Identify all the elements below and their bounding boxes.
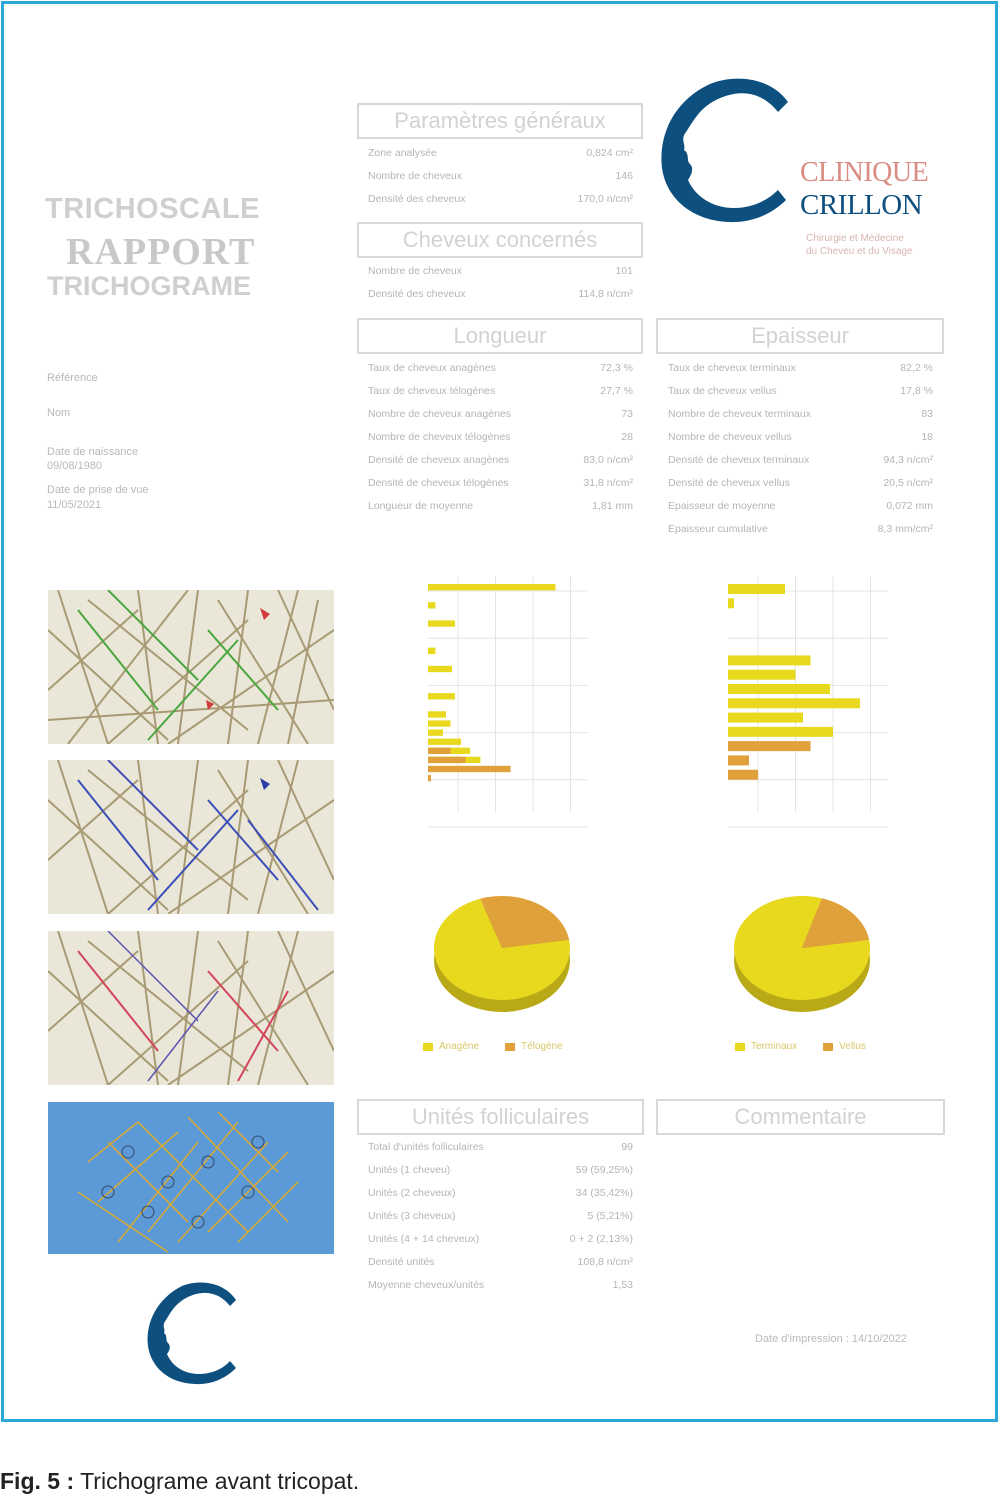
row-value: 28 — [621, 431, 633, 443]
table-row — [368, 165, 633, 188]
row-value: 0 + 2 (2,13%) — [569, 1233, 633, 1245]
bar — [428, 729, 443, 735]
row-value: 1,53 — [612, 1279, 633, 1291]
row-label: Total d'unités folliculaires — [368, 1141, 484, 1153]
row-label: Nombre de cheveux télogènes — [368, 431, 511, 443]
bar — [428, 720, 451, 726]
row-value: 101 — [615, 265, 633, 277]
row-label: Moyenne cheveux/unités — [368, 1279, 485, 1291]
table-row — [368, 283, 633, 306]
row-label: Epaisseur de moyenne — [668, 500, 776, 512]
row-label: Unités (3 cheveux) — [368, 1210, 456, 1222]
row-value: 1,81 mm — [592, 500, 633, 512]
thickness-rows — [668, 357, 933, 541]
bar — [428, 620, 455, 626]
bar — [728, 684, 830, 694]
legend-swatch — [423, 1043, 433, 1051]
table-row — [368, 1136, 633, 1159]
bar — [728, 727, 833, 737]
brand-tagline-line1: Chirurgie et Médecine — [806, 233, 904, 244]
title-trichograme: TRICHOGRAME — [47, 271, 251, 301]
trichogram-photo-green — [48, 590, 334, 744]
thickness-bar-chart — [720, 572, 900, 832]
bar — [428, 748, 451, 754]
length-pie-chart — [430, 893, 580, 1023]
row-value: 34 (35,42%) — [575, 1187, 633, 1199]
table-row — [368, 260, 633, 283]
row-value: 146 — [615, 170, 633, 182]
trichogram-photo-blue — [48, 760, 334, 914]
bar — [728, 755, 749, 765]
bar — [428, 739, 461, 745]
row-label: Densité des cheveux — [368, 193, 466, 205]
row-value: 0,824 cm² — [586, 147, 633, 159]
brand-tagline — [806, 232, 913, 258]
section-thickness-title: Epaisseur — [656, 318, 944, 354]
bar — [728, 741, 811, 751]
row-label: Nombre de cheveux vellus — [668, 431, 792, 443]
length-rows — [368, 357, 633, 518]
bar — [728, 770, 758, 780]
table-row — [368, 472, 633, 495]
section-concerned-title: Cheveux concernés — [357, 222, 643, 258]
table-row — [668, 426, 933, 449]
table-row — [368, 188, 633, 211]
row-label: Unités (4 + 14 cheveux) — [368, 1233, 480, 1245]
row-value: 20,5 n/cm² — [883, 477, 933, 489]
legend-label-anagene: Anagène — [439, 1041, 480, 1052]
row-value: 31,8 n/cm² — [583, 477, 633, 489]
length-legend — [423, 1041, 563, 1052]
row-label: Densité unités — [368, 1256, 435, 1268]
table-row — [368, 449, 633, 472]
table-row — [668, 403, 933, 426]
brand-tagline-line2: du Cheveu et du Visage — [806, 246, 913, 257]
row-label: Unités (1 cheveu) — [368, 1164, 451, 1176]
legend-label-vellus: Vellus — [839, 1041, 866, 1052]
caption-text: Trichograme avant tricopat. — [74, 1468, 360, 1494]
section-length-title: Longueur — [357, 318, 643, 354]
row-label: Taux de cheveux terminaux — [668, 362, 796, 374]
table-row — [368, 426, 633, 449]
row-value: 18 — [921, 431, 933, 443]
reference-label: Référence — [47, 372, 98, 384]
row-value: 8,3 mm/cm² — [877, 523, 933, 535]
row-value: 170,0 n/cm² — [577, 193, 633, 205]
name-label: Nom — [47, 407, 71, 419]
row-label: Nombre de cheveux — [368, 170, 462, 182]
row-label: Nombre de cheveux — [368, 265, 462, 277]
shot-label: Date de prise de vue — [47, 484, 149, 496]
row-value: 99 — [621, 1141, 633, 1153]
row-value: 94,3 n/cm² — [883, 454, 933, 466]
table-row — [668, 495, 933, 518]
bar — [728, 698, 860, 708]
table-row — [368, 142, 633, 165]
row-value: 83 — [921, 408, 933, 420]
brand-name-crillon: CRILLON — [800, 189, 923, 221]
title-trichoscale: TRICHOSCALE — [45, 193, 260, 225]
figure-caption — [0, 1468, 359, 1495]
bar — [428, 602, 436, 608]
table-row — [368, 1274, 633, 1297]
legend-label-terminaux: Terminaux — [751, 1041, 798, 1052]
row-label: Densité de cheveux anagènes — [368, 454, 510, 466]
bar — [428, 584, 556, 590]
title-rapport: RAPPORT — [66, 231, 256, 273]
table-row — [668, 380, 933, 403]
legend-swatch — [823, 1043, 833, 1051]
shot-value: 11/05/2021 — [47, 499, 102, 511]
table-row — [368, 1182, 633, 1205]
table-row — [368, 1251, 633, 1274]
follicular-rows — [368, 1136, 633, 1297]
bar — [428, 711, 446, 717]
row-value: 27,7 % — [600, 385, 633, 397]
row-label: Nombre de cheveux anagènes — [368, 408, 512, 420]
row-value: 83,0 n/cm² — [583, 454, 633, 466]
section-follicular-title: Unités folliculaires — [357, 1099, 644, 1135]
thickness-legend — [735, 1041, 866, 1052]
row-value: 5 (5,21%) — [587, 1210, 633, 1222]
bar — [428, 666, 452, 672]
bar — [728, 584, 785, 594]
row-label: Taux de cheveux télogènes — [368, 385, 496, 397]
print-date: Date d'impression : 14/10/2022 — [755, 1333, 907, 1345]
row-label: Densité des cheveux — [368, 288, 466, 300]
row-value: 73 — [621, 408, 633, 420]
table-row — [368, 495, 633, 518]
row-label: Densité de cheveux terminaux — [668, 454, 810, 466]
legend-label-telogene: Télogène — [521, 1041, 563, 1052]
birth-label: Date de naissance — [47, 446, 139, 458]
bar — [428, 693, 455, 699]
concerned-rows — [368, 260, 633, 306]
bar — [428, 757, 466, 763]
row-value: 108,8 n/cm² — [577, 1256, 633, 1268]
row-label: Densité de cheveux vellus — [668, 477, 790, 489]
birth-value: 09/08/1980 — [47, 460, 103, 472]
row-label: Densité de cheveux télogènes — [368, 477, 509, 489]
legend-swatch — [735, 1043, 745, 1051]
table-row — [368, 403, 633, 426]
row-label: Zone analysée — [368, 147, 437, 159]
bar — [428, 775, 431, 781]
clinique-logo-icon — [650, 72, 800, 227]
table-row — [368, 1205, 633, 1228]
row-label: Unités (2 cheveux) — [368, 1187, 456, 1199]
follicular-units-photo — [48, 1102, 334, 1256]
table-row — [368, 1228, 633, 1251]
general-rows — [368, 142, 633, 211]
caption-label: Fig. 5 : — [0, 1468, 75, 1494]
bar — [728, 655, 811, 665]
table-row — [368, 1159, 633, 1182]
section-general-title: Paramètres généraux — [357, 103, 643, 139]
table-row — [668, 518, 933, 541]
row-value: 0,072 mm — [886, 500, 933, 512]
thickness-pie-chart — [730, 893, 880, 1023]
legend-swatch — [505, 1043, 515, 1051]
bar — [728, 598, 734, 608]
length-bar-chart — [420, 572, 600, 832]
bar — [428, 648, 436, 654]
row-label: Taux de cheveux vellus — [668, 385, 777, 397]
row-label: Nombre de cheveux terminaux — [668, 408, 811, 420]
row-value: 17,8 % — [900, 385, 933, 397]
row-value: 72,3 % — [600, 362, 633, 374]
row-value: 82,2 % — [900, 362, 933, 374]
row-label: Epaisseur cumulative — [668, 523, 768, 535]
table-row — [668, 357, 933, 380]
table-row — [368, 357, 633, 380]
table-row — [668, 449, 933, 472]
clinique-logo-small-icon — [140, 1278, 245, 1388]
brand-name-clinique: CLINIQUE — [800, 157, 929, 188]
bar — [728, 670, 796, 680]
trichogram-photo-red — [48, 931, 334, 1085]
bar — [428, 766, 511, 772]
table-row — [368, 380, 633, 403]
table-row — [668, 472, 933, 495]
bar — [728, 713, 803, 723]
row-label: Taux de cheveux anagènes — [368, 362, 496, 374]
section-comment-title: Commentaire — [656, 1099, 945, 1135]
row-value: 59 (59,25%) — [575, 1164, 633, 1176]
row-value: 114,8 n/cm² — [578, 288, 633, 300]
row-label: Longueur de moyenne — [368, 500, 474, 512]
